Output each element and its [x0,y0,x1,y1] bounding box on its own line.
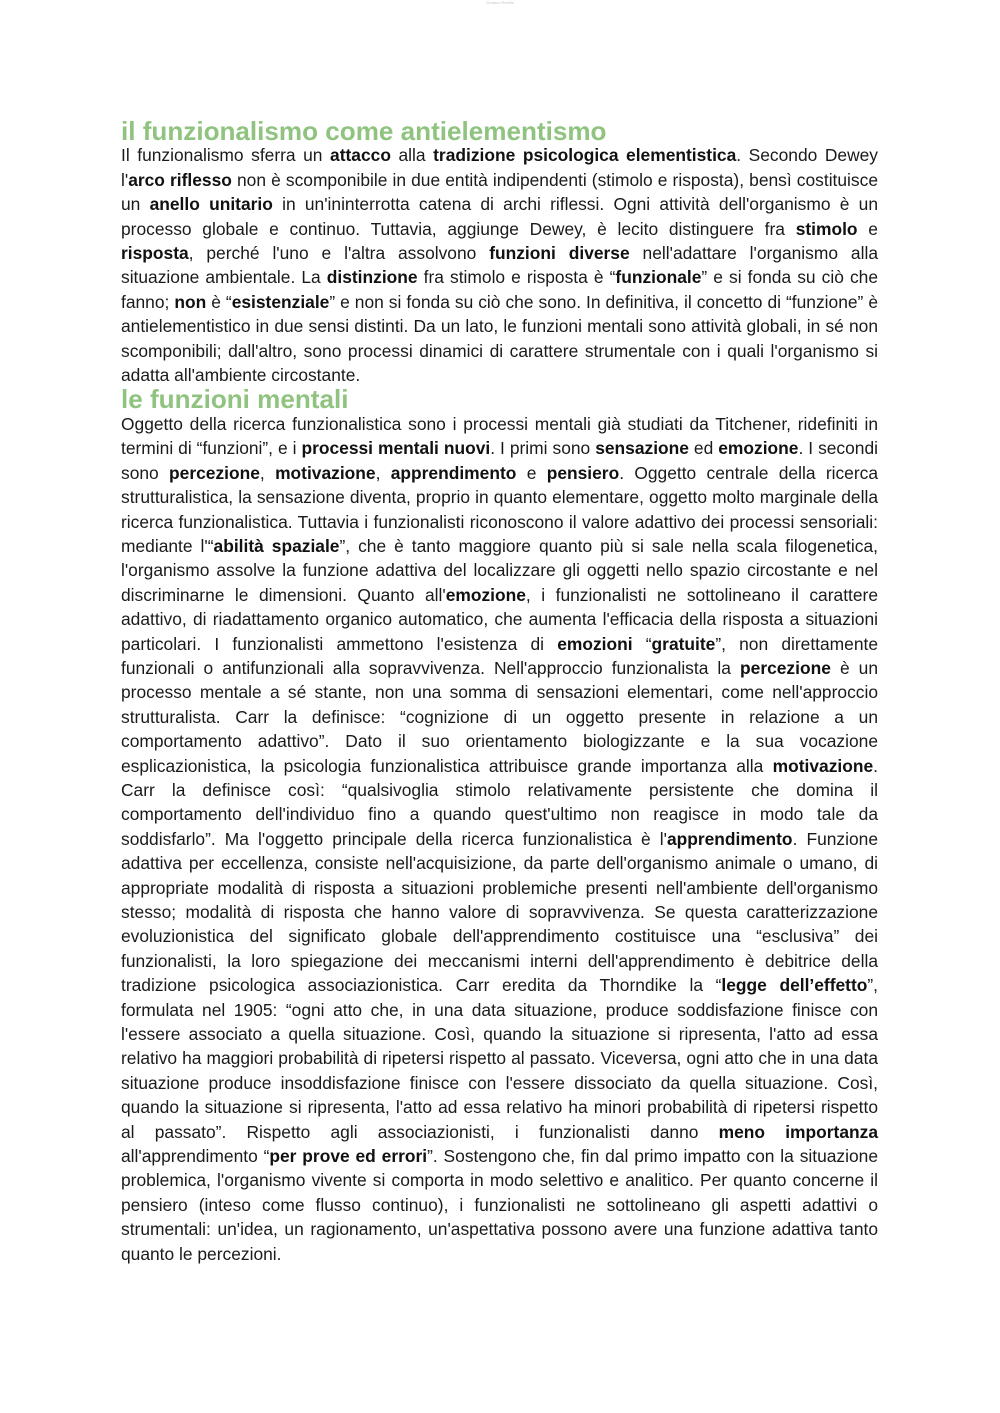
emphasis-term: percezione [740,657,831,678]
emphasis-term: distinzione [326,267,418,288]
section-heading: le funzioni mentali [121,384,349,415]
emphasis-term: per prove ed errori [269,1146,428,1167]
emphasis-term: funzioni diverse [489,243,630,264]
emphasis-term: emozioni [557,633,633,654]
emphasis-term: sensazione [595,438,689,459]
section-paragraph: Oggetto della ricerca funzionalistica sono i processi mentali già studiati da Titchener, ridefiniti in termini di “funzioni”, e i processi mentali nuovi. I primi sono sensazione ed emozione. I secondi sono percezione, motivazione, apprendimento e pensiero. Oggetto centrale della ricerca strutturalistica, la sensazione diventa, proprio in quanto elementare, oggetto molto marginale della ricerca funzionalistica. Tuttavia i funzionalisti riconoscono il valore adattivo dei processi sensoriali: mediante l'“abilità spaziale”, che è tanto maggiore quanto più si sale nella scala filogenetica, l'organismo assolve la funzione adattiva del localizzare gli oggetti nello spazio circostante e nel discriminarne le dimensioni. Quanto all'emozione, i funzionalisti ne sottolineano il carattere adattivo, di riadattamento organico automatico, che aumenta l'efficacia della risposta a situazioni particolari. I funzionalisti ammettono l'esistenza di emozioni “gratuite”, non direttamente funzionali o antifunzionali alla sopravvivenza. Nell'approccio funzionalista la percezione è un processo mentale a sé stante, non una somma di sensazioni elementari, come nell'approccio strutturalista. Carr la definisce: “cognizione di un oggetto presente in relazione a un comportamento adattivo”. Dato il suo orientamento biologizzante e la sua vocazione esplicazionistica, la psicologia funzionalistica attribuisce grande importanza alla motivazione. Carr la definisce così: “qualsivoglia stimolo relativamente persistente che domina il comportamento dell'individuo fino a quando quest'ultimo non reagisce in modo tale da soddisfarlo”. Ma l'oggetto principale della ricerca funzionalistica è l'apprendimento. Funzione adattiva per eccellenza, consiste nell'acquisizione, da parte dell'organismo animale o umano, di appropriate modalità di risposta a situazioni problemiche presenti nell'ambiente dell'organismo stesso; modalità di risposta che hanno valore di sopravvivenza. Se questa caratterizzazione evoluzionistica del significato globale dell'apprendimento costituisce una “esclusiva” dei funzionalisti, la loro spiegazione dei meccanismi interni dell'apprendimento è debitrice della tradizione psicologica associazionistica. Carr eredita da Thorndike la “legge dell’effetto”, formulata nel 1905: “ogni atto che, in una data situazione, produce soddisfazione finisce con l'essere associato a quella situazione. Così, quando la situazione si ripresenta, l'atto ad essa relativo ha maggiori probabilità di ripetersi rispetto al passato. Viceversa, ogni atto che in una data situazione produce insoddisfazione finisce con l'essere dissociato da quella situazione. Così, quando la situazione si ripresenta, l'atto ad essa relativo ha minori probabilità di ripetersi rispetto al passato”. Rispetto agli associazionisti, i funzionalisti danno meno importanza all'apprendimento “per prove ed errori”. Sostengono che, fin dal primo impatto con la situazione problemica, l'organismo vivente si comporta in modo selettivo e analitico. Per quanto concerne il pensiero (inteso come flusso continuo), i funzionalisti ne sottolineano gli aspetti adattivi o strumentali: un'idea, un ragionamento, un'aspettativa possono avere una funzione adattiva tanto quanto le percezioni. [121,413,879,1264]
emphasis-term: emozione [718,438,799,459]
emphasis-term: arco riflesso [128,169,232,190]
emphasis-term: percezione [169,462,260,483]
page-header-mark: Sindaco Ricette [485,0,514,5]
emphasis-term: anello unitario [149,194,273,215]
emphasis-term: risposta [121,243,189,264]
emphasis-term: attacco [330,145,391,166]
emphasis-term: non [174,291,207,312]
section-paragraph: Il funzionalismo sferra un attacco alla tradizione psicologica elementistica. Secondo Dewey l'arco riflesso non è scomponibile in due entità indipendenti (stimolo e risposta), bensì costituisce un anello unitario in un'ininterrotta catena di archi riflessi. Ogni attività dell'organismo è un processo globale e continuo. Tuttavia, aggiunge Dewey, è lecito distinguere fra stimolo e risposta, perché l'uno e l'altra assolvono funzioni diverse nell'adattare l'organismo alla situazione ambientale. La distinzione fra stimolo e risposta è “funzionale” e si fonda su ciò che fanno; non è “esistenziale” e non si fonda su ciò che sono. In definitiva, il concetto di “funzione” è antielementistico in due sensi distinti. Da un lato, le funzioni mentali sono attività globali, in sé non scomponibili; dall'altro, sono processi dinamici di carattere strumentale con i quali l'organismo si adatta all'ambiente circostante. [121,145,878,386]
emphasis-term: stimolo [795,218,858,239]
emphasis-term: abilità spaziale [213,535,340,556]
emphasis-term: gratuite [651,633,716,654]
emphasis-term: meno importanza [718,1121,878,1142]
document-body [121,116,879,1266]
emphasis-term: motivazione [772,755,874,776]
emphasis-term: legge dell’effetto [721,975,868,996]
emphasis-term: esistenziale [231,291,330,312]
emphasis-term: emozione [445,584,526,605]
emphasis-term: apprendimento [666,828,793,849]
emphasis-term: pensiero [546,462,620,483]
section-heading: il funzionalismo come antielementismo [121,116,607,146]
emphasis-term: motivazione [275,462,376,483]
emphasis-term: tradizione psicologica elementistica [433,145,737,166]
emphasis-term: apprendimento [390,462,517,483]
emphasis-term: funzionale [615,267,702,288]
emphasis-term: processi mentali nuovi [301,438,491,459]
